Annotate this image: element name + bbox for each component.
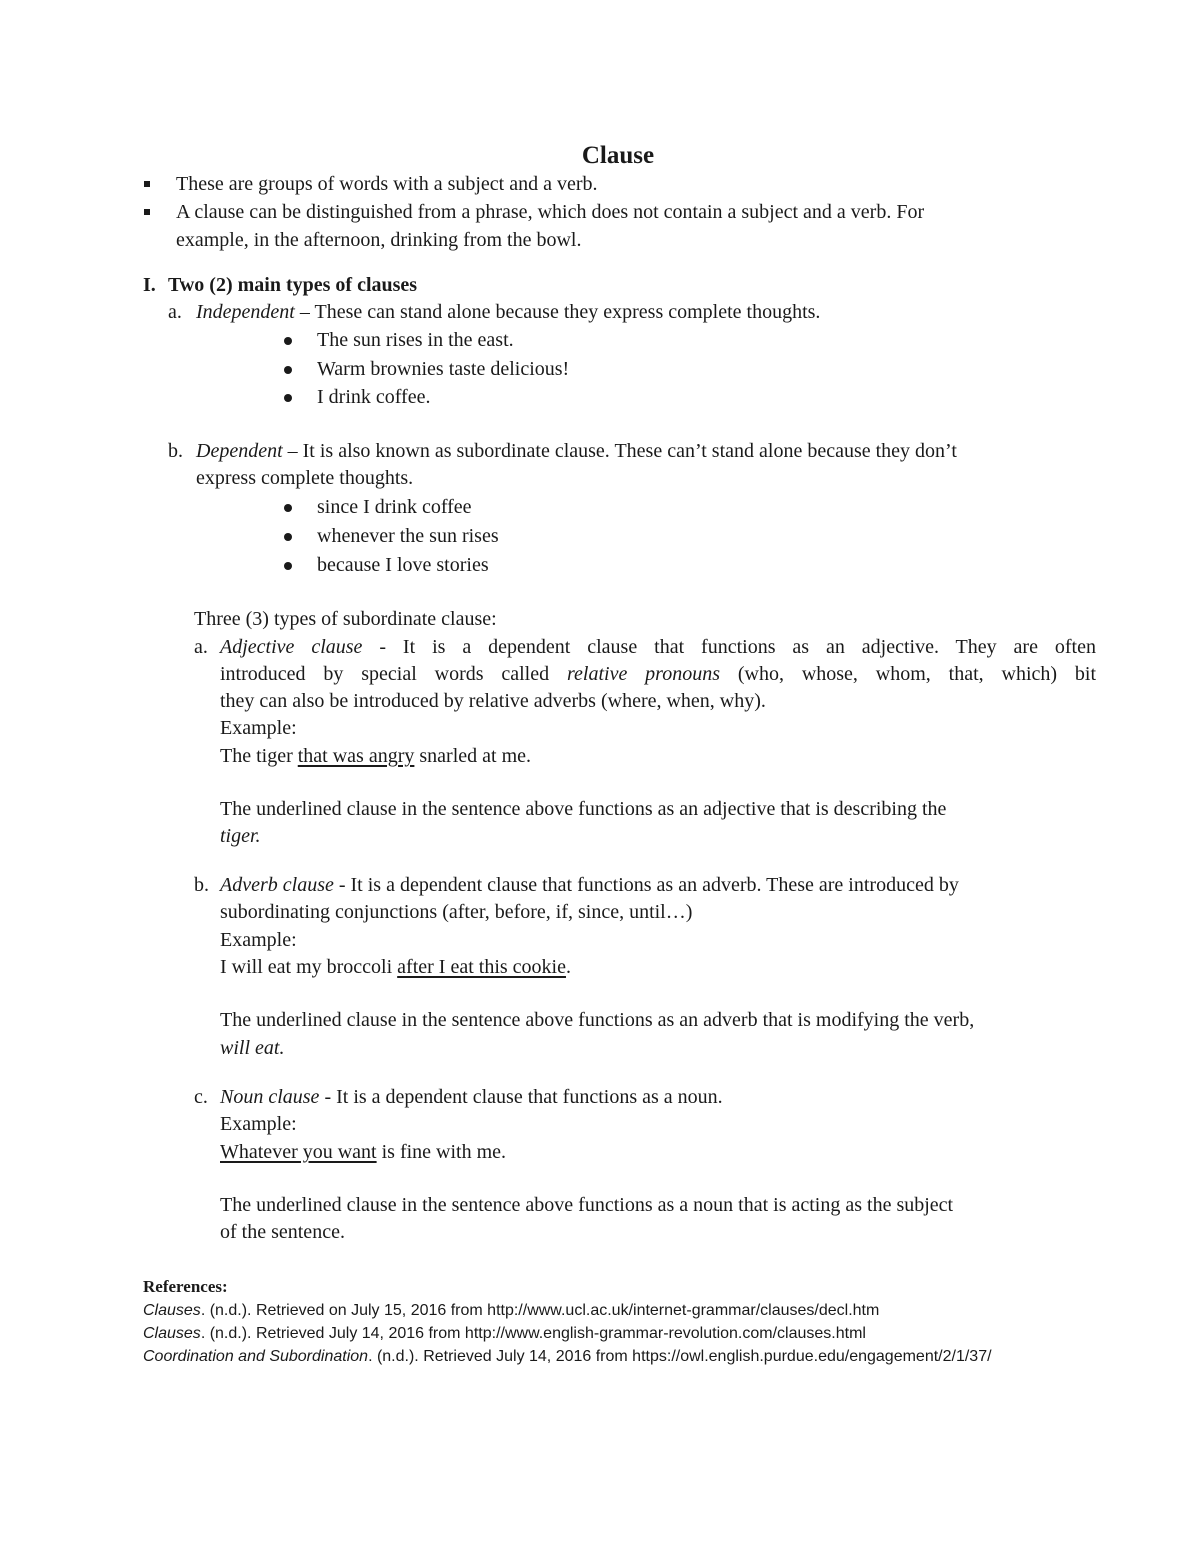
reference-item [143,1299,879,1322]
list-marker: a. [194,636,208,658]
term-adjective-clause: Adjective clause [220,636,363,658]
underlined-clause: after I eat this cookie [397,956,566,978]
bullet-dot-icon [284,562,292,570]
term-relative-pronouns: relative pronouns [566,663,721,685]
adjective-definition-line-1 [220,634,1096,661]
sentence-text: I will eat my broccoli [220,956,398,978]
bullet-dot-icon [284,394,292,402]
reference-item [143,1322,866,1345]
reference-details: . (n.d.). Retrieved July 14, 2016 from https://owl.english.purdue.edu/engagement/2/1/37/ [368,1348,992,1365]
adjective-text: (who, whose, whom, that, which) bit [720,663,1097,685]
list-marker: c. [194,1086,208,1108]
noun-example-sentence [220,1139,506,1166]
bullet-dot-icon [284,337,292,345]
dependent-example: because I love stories [317,554,489,576]
adverb-explanation-line-2: will eat. [220,1037,285,1059]
example-label: Example: [220,929,297,951]
term-independent: Independent [196,301,295,323]
independent-example: Warm brownies taste delicious! [317,358,570,380]
reference-details: . (n.d.). Retrieved July 14, 2016 from http://www.english-grammar-revolution.com/clauses.html [200,1325,866,1342]
noun-explanation-line-1: The underlined clause in the sentence above functions as a noun that is acting as the subject [220,1194,954,1216]
independent-text: – These can stand alone because they express complete thoughts. [294,301,821,323]
section-numeral: I. [143,274,156,296]
reference-item [143,1345,992,1368]
square-bullet-icon [144,209,150,215]
bullet-dot-icon [284,504,292,512]
dependent-definition-line-2: express complete thoughts. [196,467,414,489]
dependent-definition-line-1 [196,438,957,465]
adjective-text: introduced by special words called [220,663,567,685]
dependent-text: – It is also known as subordinate clause. These can’t stand alone because they don’t [282,440,957,462]
noun-text: - It is a dependent clause that functions as a noun. [319,1086,723,1108]
noun-definition [220,1084,723,1111]
bullet-dot-icon [284,366,292,374]
adjective-explanation-line-2: tiger. [220,825,261,847]
intro-bullet-2-line-2: example, in the afternoon, drinking from the bowl. [176,229,582,251]
references-heading: References: [143,1277,228,1296]
reference-title: Clauses [143,1325,201,1342]
term-noun-clause: Noun clause [220,1086,320,1108]
square-bullet-icon [144,181,150,187]
adverb-explanation-line-1: The underlined clause in the sentence above functions as an adverb that is modifying the verb, [220,1009,975,1031]
page-title: Clause [581,142,655,169]
independent-example: The sun rises in the east. [317,329,514,351]
adverb-text: - It is a dependent clause that functions as an adverb. These are introduced by [333,874,959,896]
term-adverb-clause: Adverb clause [220,874,334,896]
dependent-example: since I drink coffee [317,496,472,518]
reference-title: Clauses [143,1302,201,1319]
reference-title: Coordination and Subordination [143,1348,369,1365]
adjective-example-sentence [220,743,531,770]
sentence-text: snarled at me. [414,745,532,767]
section-heading: Two (2) main types of clauses [168,274,418,296]
adverb-example-sentence [220,954,571,981]
reference-details: . (n.d.). Retrieved on July 15, 2016 from http://www.ucl.ac.uk/internet-grammar/clauses/decl.htm [200,1302,880,1319]
list-marker: a. [168,301,182,323]
example-label: Example: [220,1113,297,1135]
term-dependent: Dependent [196,440,283,462]
example-label: Example: [220,717,297,739]
sentence-text: . [565,956,571,978]
intro-bullet-1: These are groups of words with a subject and a verb. [176,173,598,195]
subordinate-heading: Three (3) types of subordinate clause: [194,608,497,630]
adverb-definition-line-1 [220,872,959,899]
sentence-text: The tiger [220,745,298,767]
independent-definition [196,299,820,326]
dependent-example: whenever the sun rises [317,525,499,547]
noun-explanation-line-2: of the sentence. [220,1221,345,1243]
adjective-explanation-line-1: The underlined clause in the sentence above functions as an adjective that is describing the [220,798,947,820]
underlined-clause: that was angry [297,745,415,767]
adjective-definition-line-3: they can also be introduced by relative adverbs (where, when, why). [220,690,766,712]
intro-bullet-2-line-1: A clause can be distinguished from a phrase, which does not contain a subject and a verb. For [176,201,925,223]
list-marker: b. [194,874,209,896]
adjective-text: - It is a dependent clause that functions as an adjective. They are often [362,636,1096,658]
adjective-definition-line-2 [220,661,1096,688]
bullet-dot-icon [284,533,292,541]
underlined-clause: Whatever you want [220,1141,377,1163]
adverb-definition-line-2: subordinating conjunctions (after, before, if, since, until…) [220,901,693,923]
list-marker: b. [168,440,183,462]
sentence-text: is fine with me. [376,1141,507,1163]
independent-example: I drink coffee. [317,386,431,408]
